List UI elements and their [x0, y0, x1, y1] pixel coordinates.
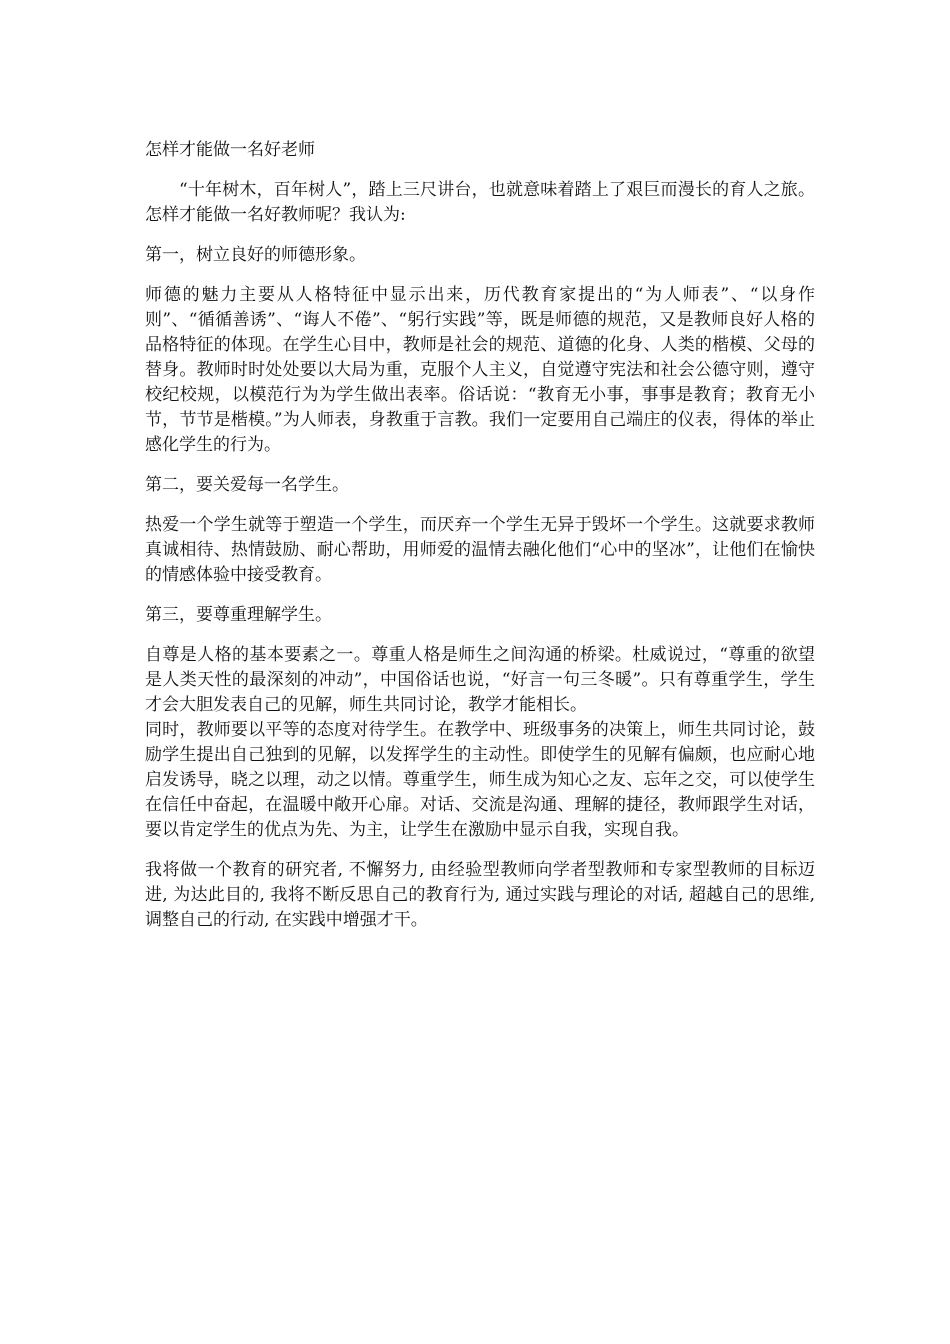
document-body — [145, 138, 815, 948]
section-heading-first: 第一，树立良好的师德形象。 — [145, 245, 366, 265]
intro-paragraph: “十年树木，百年树人”，踏上三尺讲台，也就意味着踏上了艰巨而漫长的育人之旅。怎样才能做一名好教师呢？我认为: — [145, 180, 815, 225]
paragraph-teacher-ethics: 师德的魅力主要从人格特征中显示出来，历代教育家提出的“为人师表”、“以身作则”、“循循善诱”、“诲人不倦”、“躬行实践”等，既是师德的规范，又是教师良好人格的品格特征的体现。在学生心目中，教师是社会的规范、道德的化身、人类的楷模、父母的替身。教师时时处处要以大局为重，克服个人主义，自觉遵守宪法和社会公德守则，遵守校纪校规，以模范行为为学生做出表率。俗话说：“教育无小事，事事是教育；教育无小节，节节是楷模。”为人师表，身教重于言教。我们一定要用自己端庄的仪表，得体的举止感化学生的行为。 — [145, 285, 815, 455]
section-heading-third: 第三，要尊重理解学生。 — [145, 605, 332, 625]
paragraph-respect-students: 自尊是人格的基本要素之一。尊重人格是师生之间沟通的桥梁。杜威说过，“尊重的欲望是人类天性的最深刻的冲动”，中国俗话也说，“好言一句三冬暖”。只有尊重学生，学生才会大胆发表自己的见解，师生共同讨论，教学才能相长。 — [145, 645, 815, 715]
paragraph-equality: 同时，教师要以平等的态度对待学生。在教学中、班级事务的决策上，师生共同讨论，鼓励学生提出自己独到的见解，以发挥学生的主动性。即使学生的见解有偏颇，也应耐心地启发诱导，晓之以理，动之以情。尊重学生，师生成为知心之友、忘年之交，可以使学生在信任中奋起，在温暖中敞开心扉。对话、交流是沟通、理解的捷径，教师跟学生对话，要以肯定学生的优点为先、为主，让学生在激励中显示自我，实现自我。 — [145, 720, 815, 840]
section-heading-second: 第二，要关爱每一名学生。 — [145, 475, 349, 495]
paragraph-care-students: 热爱一个学生就等于塑造一个学生，而厌弃一个学生无异于毁坏一个学生。这就要求教师真诚相待、热情鼓励、耐心帮助，用师爱的温情去融化他们“心中的坚冰”，让他们在愉快的情感体验中接受教育。 — [145, 515, 815, 585]
document-title: 怎样才能做一名好老师 — [145, 140, 315, 160]
paragraph-researcher: 我将做一个教育的研究者, 不懈努力, 由经验型教师向学者型教师和专家型教师的目标迈进, 为达此目的, 我将不断反思自己的教育行为, 通过实践与理论的对话, 超越自己的思维, 调整自己的行动, 在实践中增强才干。 — [145, 860, 815, 930]
